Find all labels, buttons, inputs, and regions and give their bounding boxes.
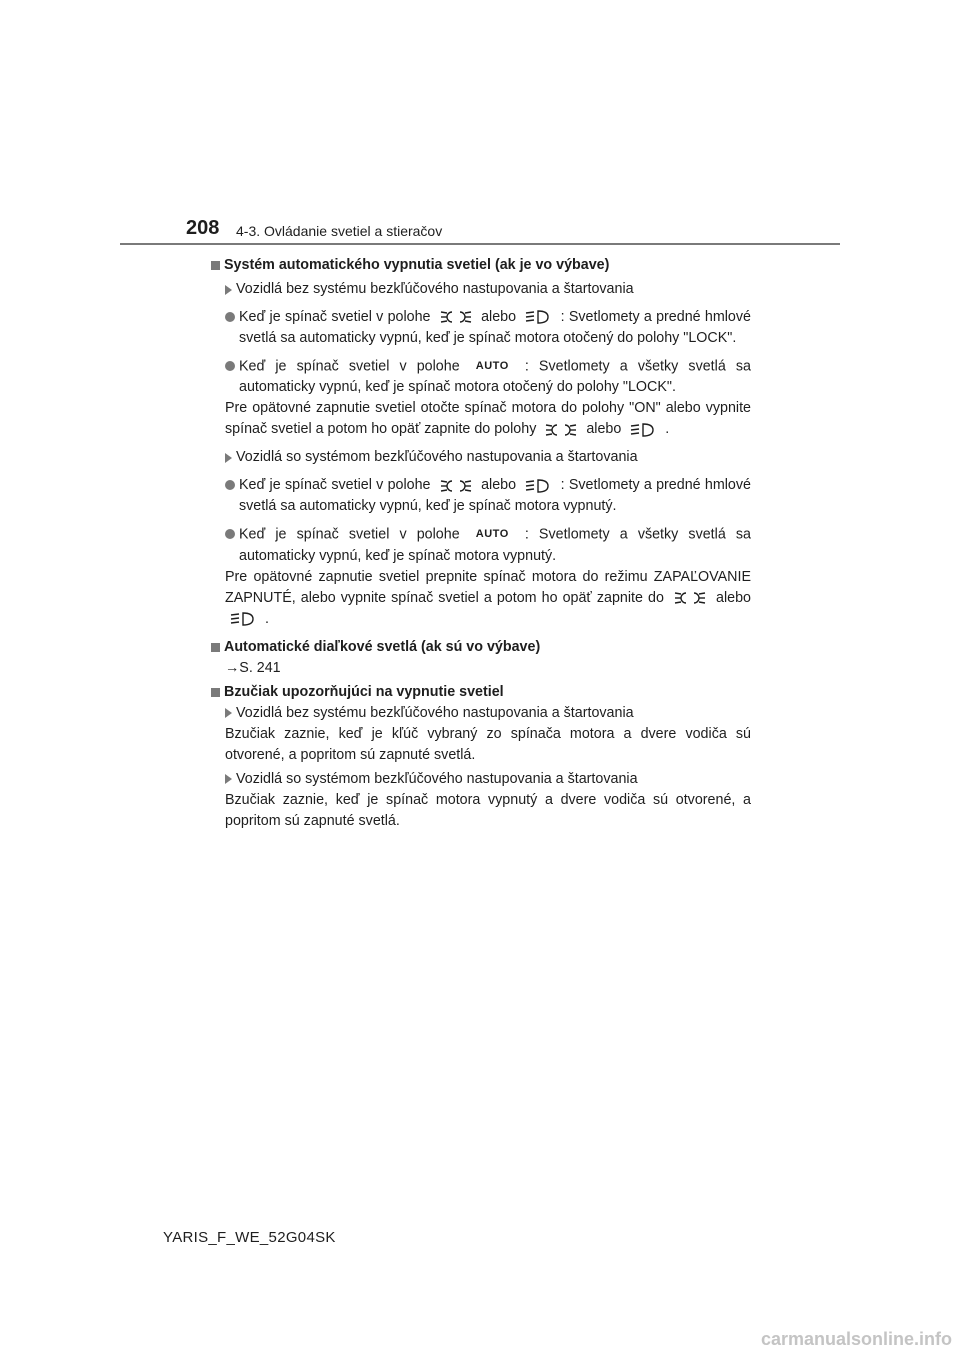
header-divider xyxy=(120,243,840,245)
auto-icon: AUTO xyxy=(475,528,509,541)
square-bullet-icon xyxy=(211,643,220,652)
square-bullet-icon xyxy=(211,688,220,697)
triangle-bullet-icon xyxy=(225,285,232,295)
headlight-icon xyxy=(229,611,257,627)
circle-bullet-icon xyxy=(225,480,235,490)
paragraph: Bzučiak zaznie, keď je spínač motora vypnutý a dvere vodiča sú otvorené, a popritom sú zapnuté svetlá. xyxy=(225,791,751,829)
page-number: 208 xyxy=(186,217,220,239)
section-title: 4-3. Ovládanie svetiel a stieračov xyxy=(236,223,443,239)
circle-bullet-icon xyxy=(225,312,235,322)
headlight-icon xyxy=(524,478,552,494)
paragraph: Bzučiak zaznie, keď je kľúč vybraný zo spínača motora a dvere vodiča sú otvorené, a popritom sú zapnuté svetlá. xyxy=(225,725,751,763)
headlight-icon xyxy=(629,422,657,438)
circle-bullet-icon xyxy=(225,529,235,539)
circle-bullet-icon xyxy=(225,361,235,371)
paragraph: Pre opätovné zapnutie svetiel otočte spínač motora do polohy "ON" alebo vypnite spínač svetiel a potom ho opäť zapnite do polohy alebo . xyxy=(225,400,751,438)
section-heading-light-buzzer: Bzučiak upozorňujúci na vypnutie svetiel xyxy=(211,682,751,703)
subheading-with-smart-key: Vozidlá so systémom bezkľúčového nastupovania a štartovania xyxy=(225,447,751,468)
section-heading-auto-high-beam: Automatické diaľkové svetlá (ak sú vo výbave) xyxy=(211,637,751,658)
list-item: Keď je spínač svetiel v polohe AUTO : Svetlomety a všetky svetlá sa automaticky vypnú, keď je spínač motora otočený do polohy "LOCK". xyxy=(225,356,751,398)
triangle-bullet-icon xyxy=(225,774,232,784)
subheading-without-smart-key: Vozidlá bez systému bezkľúčového nastupovania a štartovania xyxy=(225,703,751,724)
triangle-bullet-icon xyxy=(225,453,232,463)
subheading-with-smart-key: Vozidlá so systémom bezkľúčového nastupovania a štartovania xyxy=(225,769,751,790)
subheading-without-smart-key: Vozidlá bez systému bezkľúčového nastupovania a štartovania xyxy=(225,279,751,300)
list-item: Keď je spínač svetiel v polohe alebo : Svetlomety a predné hmlové svetlá sa automaticky vypnú, keď je spínač motora otočený do polohy "LOCK". xyxy=(225,307,751,349)
auto-icon: AUTO xyxy=(475,360,509,372)
list-item: Keď je spínač svetiel v polohe alebo : Svetlomety a predné hmlové svetlá sa automaticky vypnú, keď je spínač motora vypnutý. xyxy=(225,475,751,517)
list-item: Keď je spínač svetiel v polohe AUTO : Svetlomety a všetky svetlá sa automaticky vypnú, keď je spínač motora vypnutý. xyxy=(225,524,751,566)
parking-lights-icon xyxy=(439,478,473,494)
page-reference: →S. 241 xyxy=(225,659,281,676)
headlight-icon xyxy=(524,309,552,325)
parking-lights-icon xyxy=(439,309,473,325)
parking-lights-icon xyxy=(544,422,578,438)
square-bullet-icon xyxy=(211,261,220,270)
document-code: YARIS_F_WE_52G04SK xyxy=(163,1229,336,1246)
page-body xyxy=(211,255,751,832)
triangle-bullet-icon xyxy=(225,708,232,718)
section-heading-auto-off: Systém automatického vypnutia svetiel (ak je vo výbave) xyxy=(211,255,751,276)
parking-lights-icon xyxy=(673,590,707,606)
watermark: carmanualsonline.info xyxy=(760,1329,952,1349)
paragraph: Pre opätovné zapnutie svetiel prepnite spínač motora do režimu ZAPAĽOVANIE ZAPNUTÉ, alebo vypnite spínač svetiel a potom ho opäť zapnite do alebo . xyxy=(225,568,751,627)
